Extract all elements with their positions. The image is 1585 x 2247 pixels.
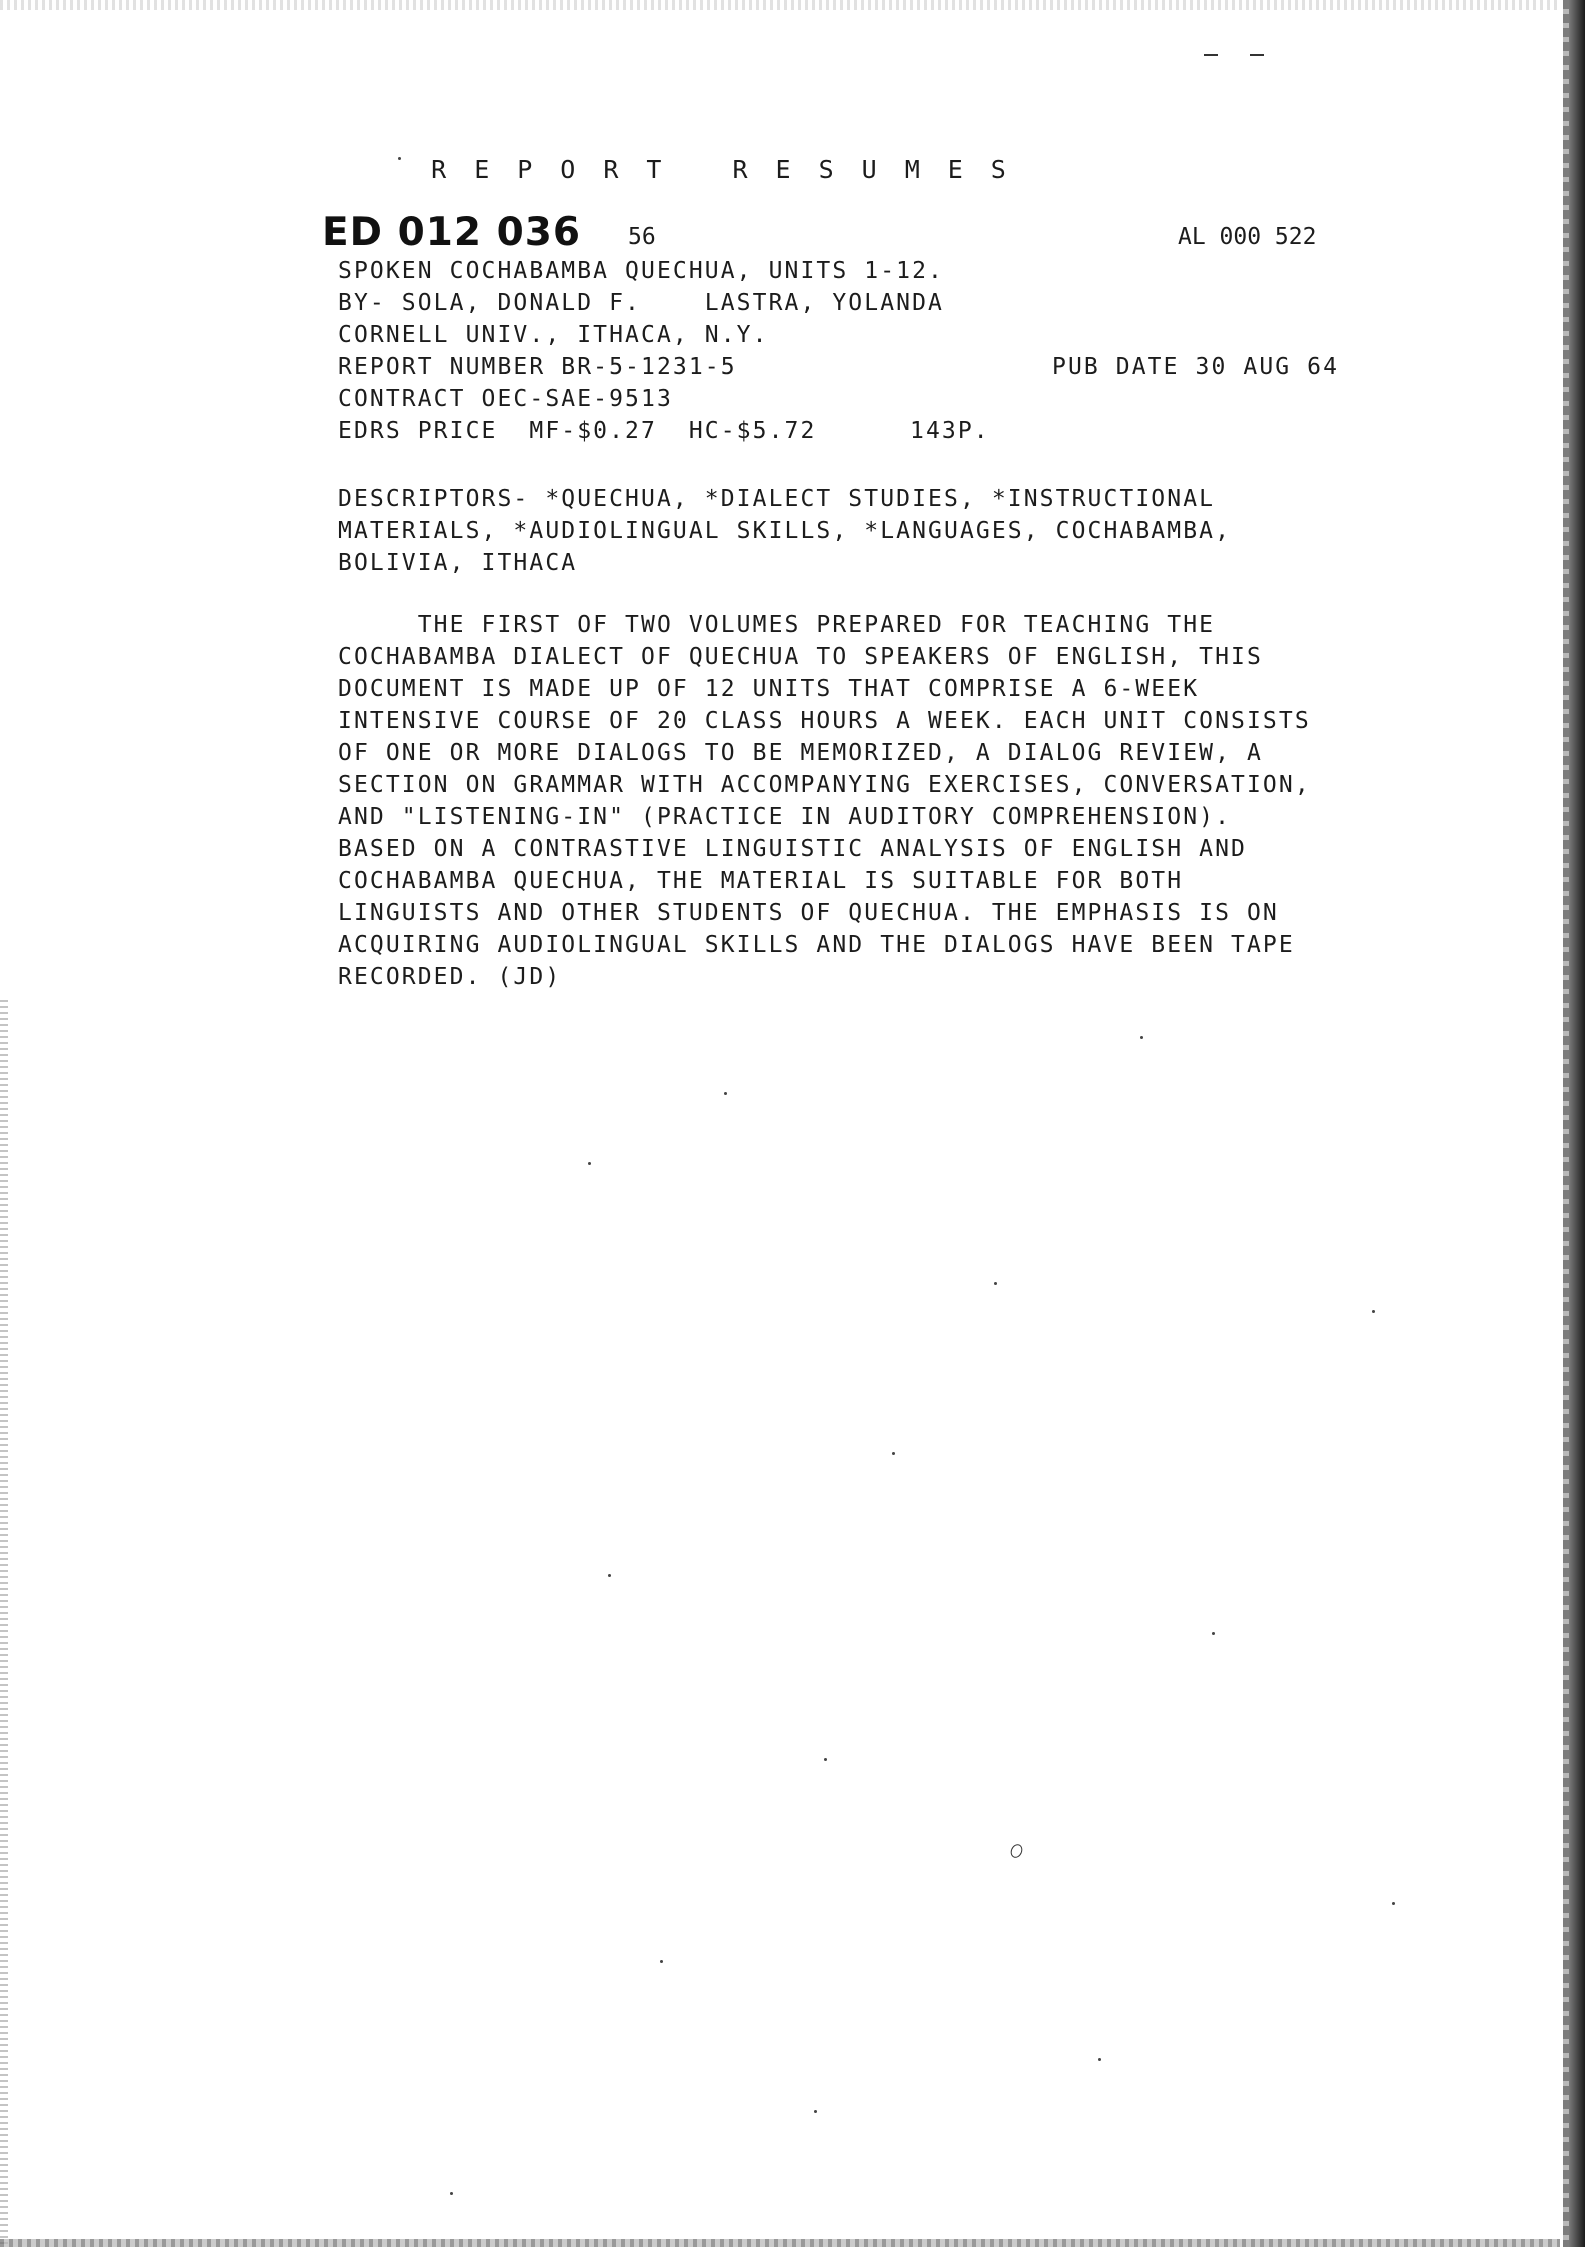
scan-speck — [994, 1282, 997, 1285]
abstract-line: THE FIRST OF TWO VOLUMES PREPARED FOR TEACHING THE — [338, 612, 1216, 638]
abstract-line: LINGUISTS AND OTHER STUDENTS OF QUECHUA. THE EMPHASIS IS ON — [338, 900, 1279, 926]
descriptors-line: BOLIVIA, ITHACA — [338, 550, 578, 576]
institution: CORNELL UNIV., ITHACA, N.Y. — [338, 322, 769, 348]
scan-speck — [824, 1758, 827, 1761]
scan-speck — [814, 2110, 817, 2113]
clearinghouse-code: 56 — [628, 224, 656, 250]
abstract-line: COCHABAMBA QUECHUA, THE MATERIAL IS SUITABLE FOR BOTH — [338, 868, 1184, 894]
abstract-line: DOCUMENT IS MADE UP OF 12 UNITS THAT COMPRISE A 6-WEEK — [338, 676, 1200, 702]
scan-speck — [724, 1092, 727, 1095]
abstract-line: AND "LISTENING-IN" (PRACTICE IN AUDITORY COMPREHENSION). — [338, 804, 1232, 830]
abstract-line: SECTION ON GRAMMAR WITH ACCOMPANYING EXERCISES, CONVERSATION, — [338, 772, 1311, 798]
scan-speck — [1212, 1632, 1215, 1635]
scan-speck — [660, 1960, 663, 1963]
descriptors-line: DESCRIPTORS- *QUECHUA, *DIALECT STUDIES, *INSTRUCTIONAL — [338, 486, 1216, 512]
scan-speck — [398, 157, 401, 160]
abstract-line: RECORDED. (JD) — [338, 964, 562, 990]
edrs-price: EDRS PRICE MF-$0.27 HC-$5.72 — [338, 418, 817, 444]
scan-right-edge — [1569, 0, 1585, 2247]
pub-date: PUB DATE 30 AUG 64 — [1052, 354, 1340, 380]
scan-speck — [892, 1452, 895, 1455]
scan-bottom-edge — [0, 2239, 1560, 2247]
scan-speck — [1372, 1310, 1375, 1313]
scan-speck — [1098, 2058, 1101, 2061]
scan-speck — [1140, 1036, 1143, 1039]
scan-speck — [1392, 1902, 1395, 1905]
scan-mark — [1204, 54, 1218, 56]
page-heading: REPORT RESUMES — [431, 155, 1034, 184]
al-number: AL 000 522 — [1178, 224, 1317, 250]
descriptors-line: MATERIALS, *AUDIOLINGUAL SKILLS, *LANGUAGES, COCHABAMBA, — [338, 518, 1232, 544]
abstract-line: INTENSIVE COURSE OF 20 CLASS HOURS A WEEK. EACH UNIT CONSISTS — [338, 708, 1311, 734]
abstract-line: COCHABAMBA DIALECT OF QUECHUA TO SPEAKERS OF ENGLISH, THIS — [338, 644, 1263, 670]
scan-speck — [450, 2192, 453, 2195]
scan-top-edge — [0, 0, 1560, 10]
scan-mark — [1250, 54, 1264, 56]
page-count: 143P. — [910, 418, 990, 444]
document-title: SPOKEN COCHABAMBA QUECHUA, UNITS 1-12. — [338, 258, 944, 284]
abstract-line: BASED ON A CONTRASTIVE LINGUISTIC ANALYSIS OF ENGLISH AND — [338, 836, 1247, 862]
abstract-line: ACQUIRING AUDIOLINGUAL SKILLS AND THE DIALOGS HAVE BEEN TAPE — [338, 932, 1295, 958]
scan-left-edge — [0, 1000, 8, 2247]
abstract-line: OF ONE OR MORE DIALOGS TO BE MEMORIZED, A DIALOG REVIEW, A — [338, 740, 1263, 766]
report-number: REPORT NUMBER BR-5-1231-5 — [338, 354, 737, 380]
ed-number: ED 012 036 — [322, 210, 581, 255]
scan-speck — [608, 1574, 611, 1577]
authors: BY- SOLA, DONALD F. LASTRA, YOLANDA — [338, 290, 944, 316]
contract: CONTRACT OEC-SAE-9513 — [338, 386, 673, 412]
scan-speck — [588, 1162, 591, 1165]
scan-ring-mark — [1009, 1842, 1025, 1859]
